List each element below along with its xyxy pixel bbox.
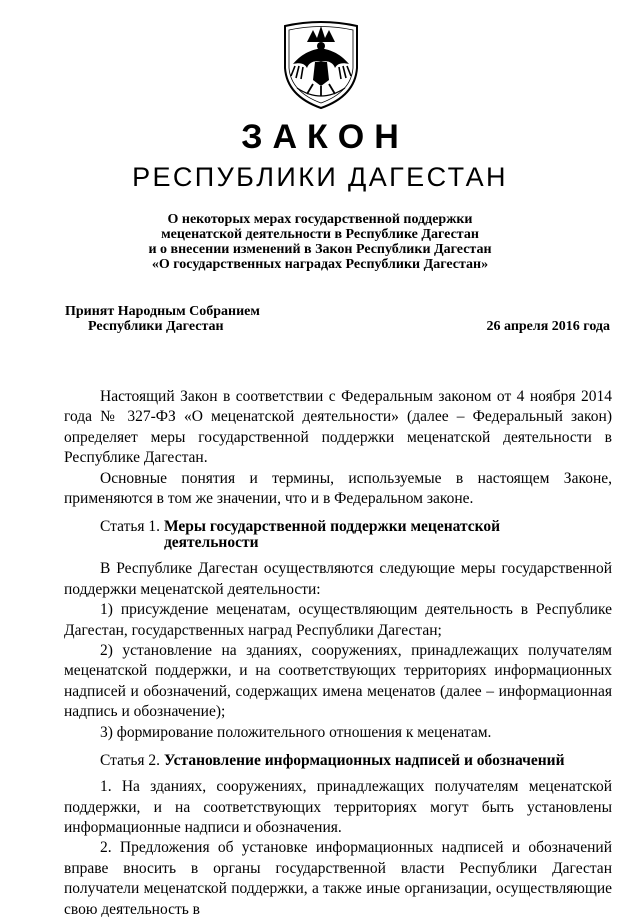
article-title: Установление информационных надписей и обозначений [163,752,565,770]
adoption-date: 26 апреля 2016 года [486,319,610,334]
law-name-line: и о внесении изменений в Закон Республики Дагестан [148,242,492,257]
eagle-emblem-icon [277,16,365,112]
article-number: Статья 2. [100,752,164,770]
adoption-line: Республики Дагестан [88,319,224,334]
article-title [164,519,500,551]
law-name-line: «О государственных наградах Республики Дагестан» [151,257,489,272]
article-paragraph: 2. Предложения об установке информационных надписей и обозначений вправе вносить в органы государственной власти Республики Дагестан получатели меценатской поддержки, а также иные организации, осуществляющие свою деятельность в [64,839,612,918]
law-name [0,212,640,272]
article-title-line: Меры государственной поддержки меценатской [163,518,501,536]
law-name-line: О некоторых мерах государственной поддержки [167,212,473,227]
article-title-line: деятельности [163,534,259,552]
preamble-paragraph: Основные понятия и термины, используемые в настоящем Законе, применяются в том же значении, что и в Федеральном законе. [64,469,612,508]
preamble-paragraph: Настоящий Закон в соответствии с Федеральным законом от 4 ноября 2014 года № 327-ФЗ «О меценатской деятельности» (далее – Федеральный закон) определяет меры государственной поддержки меценатской деятельности в Республике Дагестан. [64,388,612,467]
adoption-line: Принят Народным Собранием [65,304,260,319]
article-paragraph: 2) установление на зданиях, сооружениях, принадлежащих получателям меценатской поддержки, и на соответствующих территориях информационных надписей и обозначений, содержащих имена меценатов (далее – информационная надпись и обозначение); [64,642,612,721]
article-number: Статья 1. [100,518,164,536]
article-paragraph: 3) формирование положительного отношения к меценатам. [100,723,492,741]
document-subtitle: РЕСПУБЛИКИ ДАГЕСТАН [132,162,508,192]
adoption-note [65,304,260,334]
article-1-heading [64,519,612,551]
article-paragraph: 1. На зданиях, сооружениях, принадлежащих получателям меценатской поддержки, и на соответствующих территориях могут быть установлены информационные надписи и обозначения. [64,778,612,836]
law-name-line: меценатской деятельности в Республике Дагестан [161,227,479,242]
document-title: ЗАКОН [241,118,409,156]
law-body [64,387,612,920]
article-2-heading [64,753,612,769]
coat-of-arms-emblem [277,16,365,112]
article-paragraph: В Республике Дагестан осуществляются следующие меры государственной поддержки меценатской деятельности: [64,560,612,598]
article-paragraph: 1) присуждение меценатам, осуществляющим деятельность в Республике Дагестан, государственных наград Республики Дагестан; [64,601,612,639]
